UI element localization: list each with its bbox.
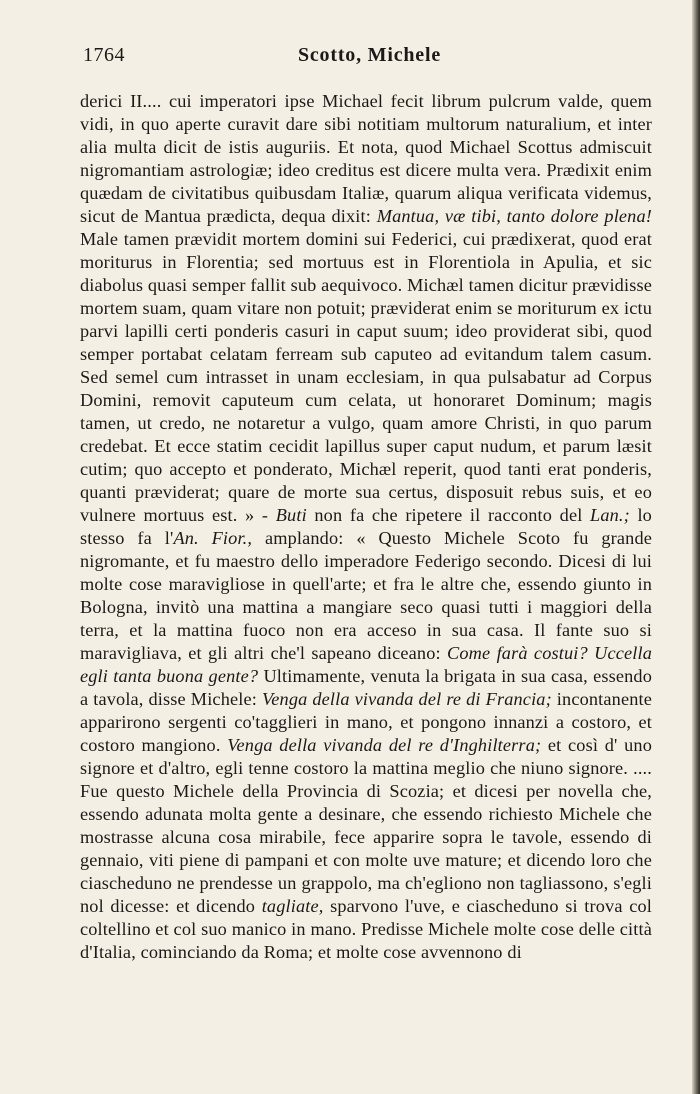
paragraph [80, 90, 652, 964]
text-run: et così d' uno signore et d'altro, egli tenne costoro la mattina meglio che niuno signore. .... Fue questo Michele della Provincia di Scozia; et dicesi per novella che, essendo adunata molta gente a desinare, che essendo richiesto Michele che mostrasse alcuna cosa mirabile, fece apparire sopra le tavole, essendo di gennaio, viti piene di pampani et con molte uve mature; et dicendo loro che ciascheduno ne prendesse un grappolo, ma ch'egliono non tagliassono, s'egli nol dicesse: et dicendo [80, 735, 652, 916]
italic-quote-francia: Venga della vivanda del re di Francia; [261, 689, 552, 709]
italic-citation-buti: Buti [275, 505, 307, 525]
text-run: Male tamen prævidit mortem domini sui Federici, cui prædixerat, quod erat moriturus in Florentia; sed mortuus est in Florentiola in Apulia, et sic diabolus quasi semper fallit sub aequivoco. Michæl tamen dicitur prævidisse mortem suam, quam vitare non potuit; præviderat enim se moriturum ex ictu parvi lapilli certi ponderis casuri in caput suum; ideo providerat sibi, quod semper portabat celatam ferream sub caputeo ad evitandum talem casum. Sed semel cum intrasset in unam ecclesiam, in qua pulsabatur ad Corpus Domini, removit caputeum cum celata, ut honoraret Dominum; magis tamen, ut credo, ne notaretur a vulgo, quam amore Christi, in quo parum credebat. Et ecce statim cecidit lapillus super caput nudum, et parum læsit cutim; quo accepto et ponderato, Michæl reperit, quod tanti erat ponderis, quanti præviderat; quare de morte sua certus, disposuit rebus suis, et eo vulnere mortuus est. » - [80, 229, 652, 525]
italic-quote-inghilterra: Venga della vivanda del re d'Inghilterra; [227, 735, 542, 755]
text-run: derici II.... cui imperatori ipse Michael fecit librum pulcrum valde, quem vidi, in quo aperte curavit dare sibi notitiam multorum naturalium, et inter alia multa dicit de istis auguriis. Et nota, quod Michael Scottus admiscuit nigromantiam astrologiæ; ideo creditus est dicere multa vera. Prædixit enim quædam de civitatibus quibusdam Italiæ, quarum aliqua verificata videmus, sicut de Mantua prædicta, dequa dixit: [80, 91, 652, 226]
page-number: 1764 [83, 44, 125, 66]
text-run: amplando: « Questo Michele Scoto fu grande nigromante, et fu maestro dello imperadore Federigo secondo. Dicesi di lui molte cose maravigliose in quell'arte; et fra le altre che, essendo giunto in Bologna, invitò una mattina a mangiare seco quasi tutti i maggiori della terra, et la mattina fuoco non era acceso in sua casa. Il fante suo si maravigliava, et gli altri che'l sapeano diceano: [80, 528, 653, 663]
text-run: lo stesso fa l' [80, 505, 652, 548]
page-edge-shadow [692, 0, 700, 1094]
running-head [83, 44, 656, 72]
text-run: incontanente apparirono sergenti co'tagglieri in mano, et pongono innanzi a costoro, et costoro mangiono. [80, 689, 653, 755]
text-run: non fa che ripetere il racconto del [306, 505, 591, 525]
text-run: sparvono l'uve, e ciascheduno si trova col coltellino et col suo manico in mano. Predisse Michele molte cose delle città d'Italia, cominciando da Roma; et molte cose avvennono di [80, 896, 652, 962]
italic-quote-mantua: Mantua, væ tibi, tanto dolore plena! [376, 206, 653, 226]
italic-citation-an-fior: An. Fior., [173, 528, 253, 548]
italic-citation-lan: Lan.; [590, 505, 630, 525]
body-text [80, 90, 652, 964]
italic-word-tagliate: tagliate, [261, 896, 324, 916]
italic-quote-come-fara: Come farà costui? Uccella egli tanta buona gente? [80, 643, 652, 686]
page-title: Scotto, Michele [297, 44, 442, 66]
text-run: Ultimamente, venuta la brigata in sua casa, essendo a tavola, disse Michele: [80, 666, 652, 709]
